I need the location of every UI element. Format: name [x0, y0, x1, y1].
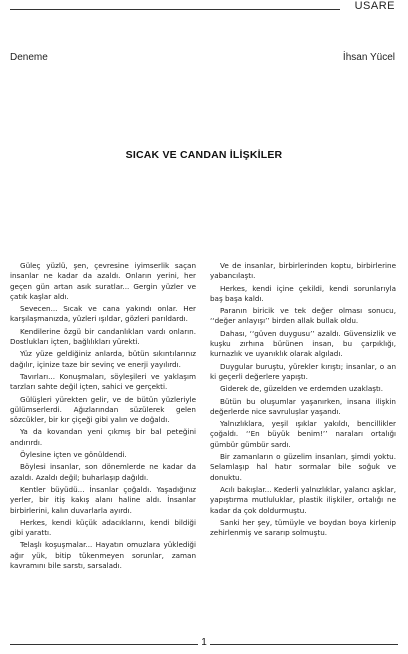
page-number: 1: [201, 637, 207, 648]
journal-name: USARE: [354, 0, 395, 12]
paragraph: Kendilerine özgü bir candanlıkları vardı onların. Dostlukları içten, bağlılıkları yürekti.: [10, 326, 196, 347]
paragraph: Bütün bu oluşumlar yaşanırken, insana ilişkin değerlerde nice savrulușlar yaşandı.: [210, 396, 396, 416]
footer-rule-right: [210, 644, 398, 645]
paragraph: Bir zamanların o güzelim insanları, şimdi yoktu. Selamlaşıp hal hatır sormalar bile soğuk ve donuktu.: [210, 452, 396, 482]
paragraph: Güleç yüzlü, şen, çevresine iyimserlik saçan insanlar ne kadar da azaldı. Onların yerini, her geçen gün artan asık suratlar... Gergin yüzler ve çatık kaşlar aldı.: [10, 261, 196, 301]
footer-rule-left: [10, 644, 198, 645]
paragraph: Ve de insanlar, birbirlerinden koptu, birbirlerine yabancılaştı.: [210, 261, 396, 281]
paragraph: Öylesine içten ve gönüldendi.: [20, 450, 127, 460]
paragraph: Gülüşleri yürekten gelir, ve de bütün yüzleriyle gülümserlerdi. Ağızlarından süzülerek gelen sözcükler, bir kır çiçeği gibi yalın ve doğaldı.: [10, 394, 196, 425]
paragraph: Kentler büyüdü... İnsanlar çoğaldı. Yaşadığınız yerler, bir itiş kakış alanı haline aldı. İnsanlar birbirlerini, kalın duvarlarla ayırdı.: [10, 484, 196, 515]
author-name: İhsan Yücel: [342, 52, 395, 63]
article-title: SICAK VE CANDAN İLİŞKİLER: [125, 149, 283, 161]
paragraph: Herkes, kendi içine çekildi, kendi sorunlarıyla baş başa kaldı.: [210, 283, 396, 303]
category-label: Deneme: [10, 52, 48, 63]
paragraph: Sevecen... Sıcak ve cana yakındı onlar. Her karşılaşmanızda, yüzleri ışıldar, gözleri parıldardı.: [10, 304, 196, 324]
paragraph: Paranın biricik ve tek değer olması sonucu, ‘‘değer anlayışı’’ birden allak bullak oldu.: [210, 306, 396, 326]
paragraph: Yüz yüze geldiğiniz anlarda, bütün sıkıntılarınız dağılır, içinize taze bir sevinç ve enerji yayılırdı.: [10, 349, 196, 369]
paragraph: Böylesi insanlar, son dönemlerde ne kadar da azaldı. Azaldı değil; buharlaşıp dağıldı.: [10, 462, 196, 482]
paragraph: Herkes, kendi küçük adacıklarını, kendi bildiği gibi yarattı.: [10, 517, 196, 538]
header-rule: [10, 9, 340, 10]
paragraph: Ya da kovandan yeni çıkmış bir bal peteğini andırırdı.: [10, 427, 196, 447]
paragraph: Giderek de, güzelden ve erdemden uzaklaştı.: [220, 384, 384, 394]
paragraph: Yalnızlıklara, yeşil ışıklar yakıldı, bencillikler çoğaldı. ‘‘En büyük benim!’’ naraları ortalığı gümbür gümbür sardı.: [210, 419, 396, 449]
paragraph: Sanki her şey, tümüyle ve boydan boya kirlenip zehirlenmiş ve sararıp solmuştu.: [210, 517, 396, 538]
paragraph: Acılı bakışlar... Kederli yalnızlıklar, yalancı aşklar, yapıştırma mutluluklar, plastik ilişkiler, ortalığı ne kadar da çok doldurmuştu.: [210, 484, 396, 515]
paragraph: Duygular buruştu, yürekler kırıştı; insanlar, o an ki geçerli değerlere yapıştı.: [210, 361, 396, 381]
left-column: [10, 261, 196, 573]
right-column: [210, 261, 396, 540]
paragraph: Telaşlı koşuşmalar... Hayatın omuzlara yüklediği ağır yük, bitip tükenmeyen sorunlar, zaman kavramını bile sarstı, sarsaladı.: [10, 540, 196, 571]
paragraph: Tavırları... Konuşmaları, söyleşileri ve yaklaşım tarzları sahte değil içten, sahici ve gerçekti.: [10, 371, 196, 392]
paragraph: Dahası, ‘‘güven duygusu’’ azaldı. Güvensizlik ve kuşku zırhına bürünen insan, bu çarpıklığı, kurnazlık ve uyanıklık olarak algıladı.: [210, 328, 396, 359]
